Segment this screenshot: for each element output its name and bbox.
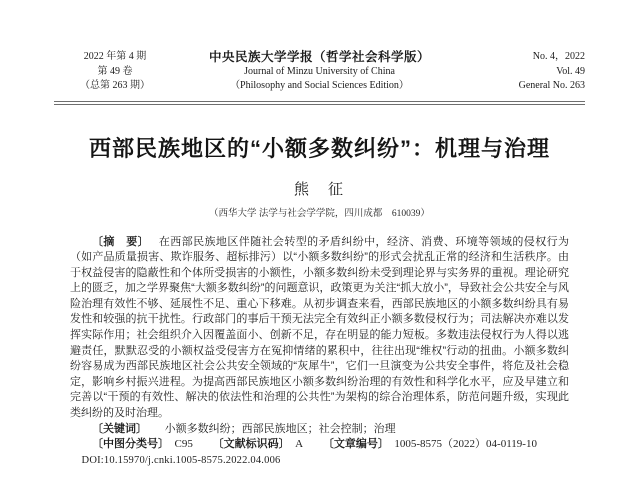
author-name: 熊 征 [293, 181, 345, 198]
journal-title-cn: 中央民族大学学报（哲学社会科学版） [208, 50, 430, 64]
issue-cn-line-3: （总第 263 期） [80, 80, 150, 91]
issue-en-line-2: Vol. 49 [556, 65, 585, 77]
article-title: 西部民族地区的“小额多数纠纷”：机理与治理 [88, 135, 550, 161]
issue-en-line-3: General No. 263 [518, 80, 585, 91]
issue-info-en [463, 50, 585, 94]
journal-edition-en: （Philosophy and Social Sciences Edition） [230, 80, 409, 91]
article-id-value: 1005-8575（2022）04-0119-10 [394, 438, 537, 451]
issue-cn-line-2: 第 49 卷 [97, 65, 133, 77]
keywords-text: 小额多数纠纷；西部民族地区；社会控制；治理 [164, 422, 396, 435]
doc-code-value: A [295, 438, 304, 451]
abstract-block [54, 235, 585, 469]
journal-masthead [54, 50, 585, 94]
issue-cn-line-1: 2022 年第 4 期 [83, 51, 147, 62]
article-id-label: 〔文章编号〕 [322, 438, 389, 451]
issue-info-cn [54, 50, 176, 94]
journal-title-block [176, 50, 463, 93]
masthead-divider [54, 101, 585, 105]
doi-line: DOI:10.15970/j.cnki.1005-8575.2022.04.006 [81, 454, 281, 466]
clc-value: C95 [174, 438, 193, 451]
keywords-line [70, 422, 569, 438]
journal-title-en: Journal of Minzu University of China [244, 66, 395, 77]
classification-line [70, 437, 569, 453]
doc-code-label: 〔文献标识码〕 [212, 438, 290, 451]
keywords-label: 〔关键词〕 [92, 422, 147, 435]
abstract-label: 〔摘 要〕 [92, 235, 150, 248]
issue-en-line-1: No. 4，2022 [532, 51, 585, 62]
abstract-paragraph [70, 235, 569, 422]
abstract-text: 在西部民族地区伴随社会转型的矛盾纠纷中，经济、消费、环境等领域的侵权行为（如产品质量损害、欺诈服务、超标排污）以“小额多数纠纷”的形式会扰乱正常的经济和生活秩序。由于权益侵害的隐蔽性和个体所受损害的小额性，小额多数纠纷未受到理论界与实务界的重视。理论研究上的匮乏，加之学界聚焦“大额多数纠纷”的问题意识，政策更为关注“抓大放小”，导致社会公共安全与风险治理有效性不够、延展性不足、重心下移难。从初步调查来看，西部民族地区的小额多数纠纷具有易发性和较强的抗干扰性。行政部门的事后干预无法完全有效纠正小额多数侵权行为；司法解决亦难以发挥实际作用；社会组织介入因覆盖面小、创新不足，存在明显的能力短板。多数违法侵权行为人得以逃避责任，默默忍受的小额权益受侵害方在冤抑情绪的累积中，往往出现“维权”行动的扭曲。小额多数纠纷容易成为西部民族地区社会公共安全领域的“灰犀牛”，它们一旦演变为公共安全事件，将危及社会稳定，影响乡村振兴进程。为提高西部民族地区小额多数纠纷治理的有效性和科学化水平，应及早建立和完善以“干预的有效性、解决的依法性和治理的公共性”为架构的综合治理体系，防范问题升级，实现此类纠纷的及时治理。 [70, 235, 569, 420]
author-affiliation: （西华大学 法学与社会学学院，四川成都 610039） [209, 208, 430, 219]
clc-label: 〔中图分类号〕 [92, 438, 169, 451]
